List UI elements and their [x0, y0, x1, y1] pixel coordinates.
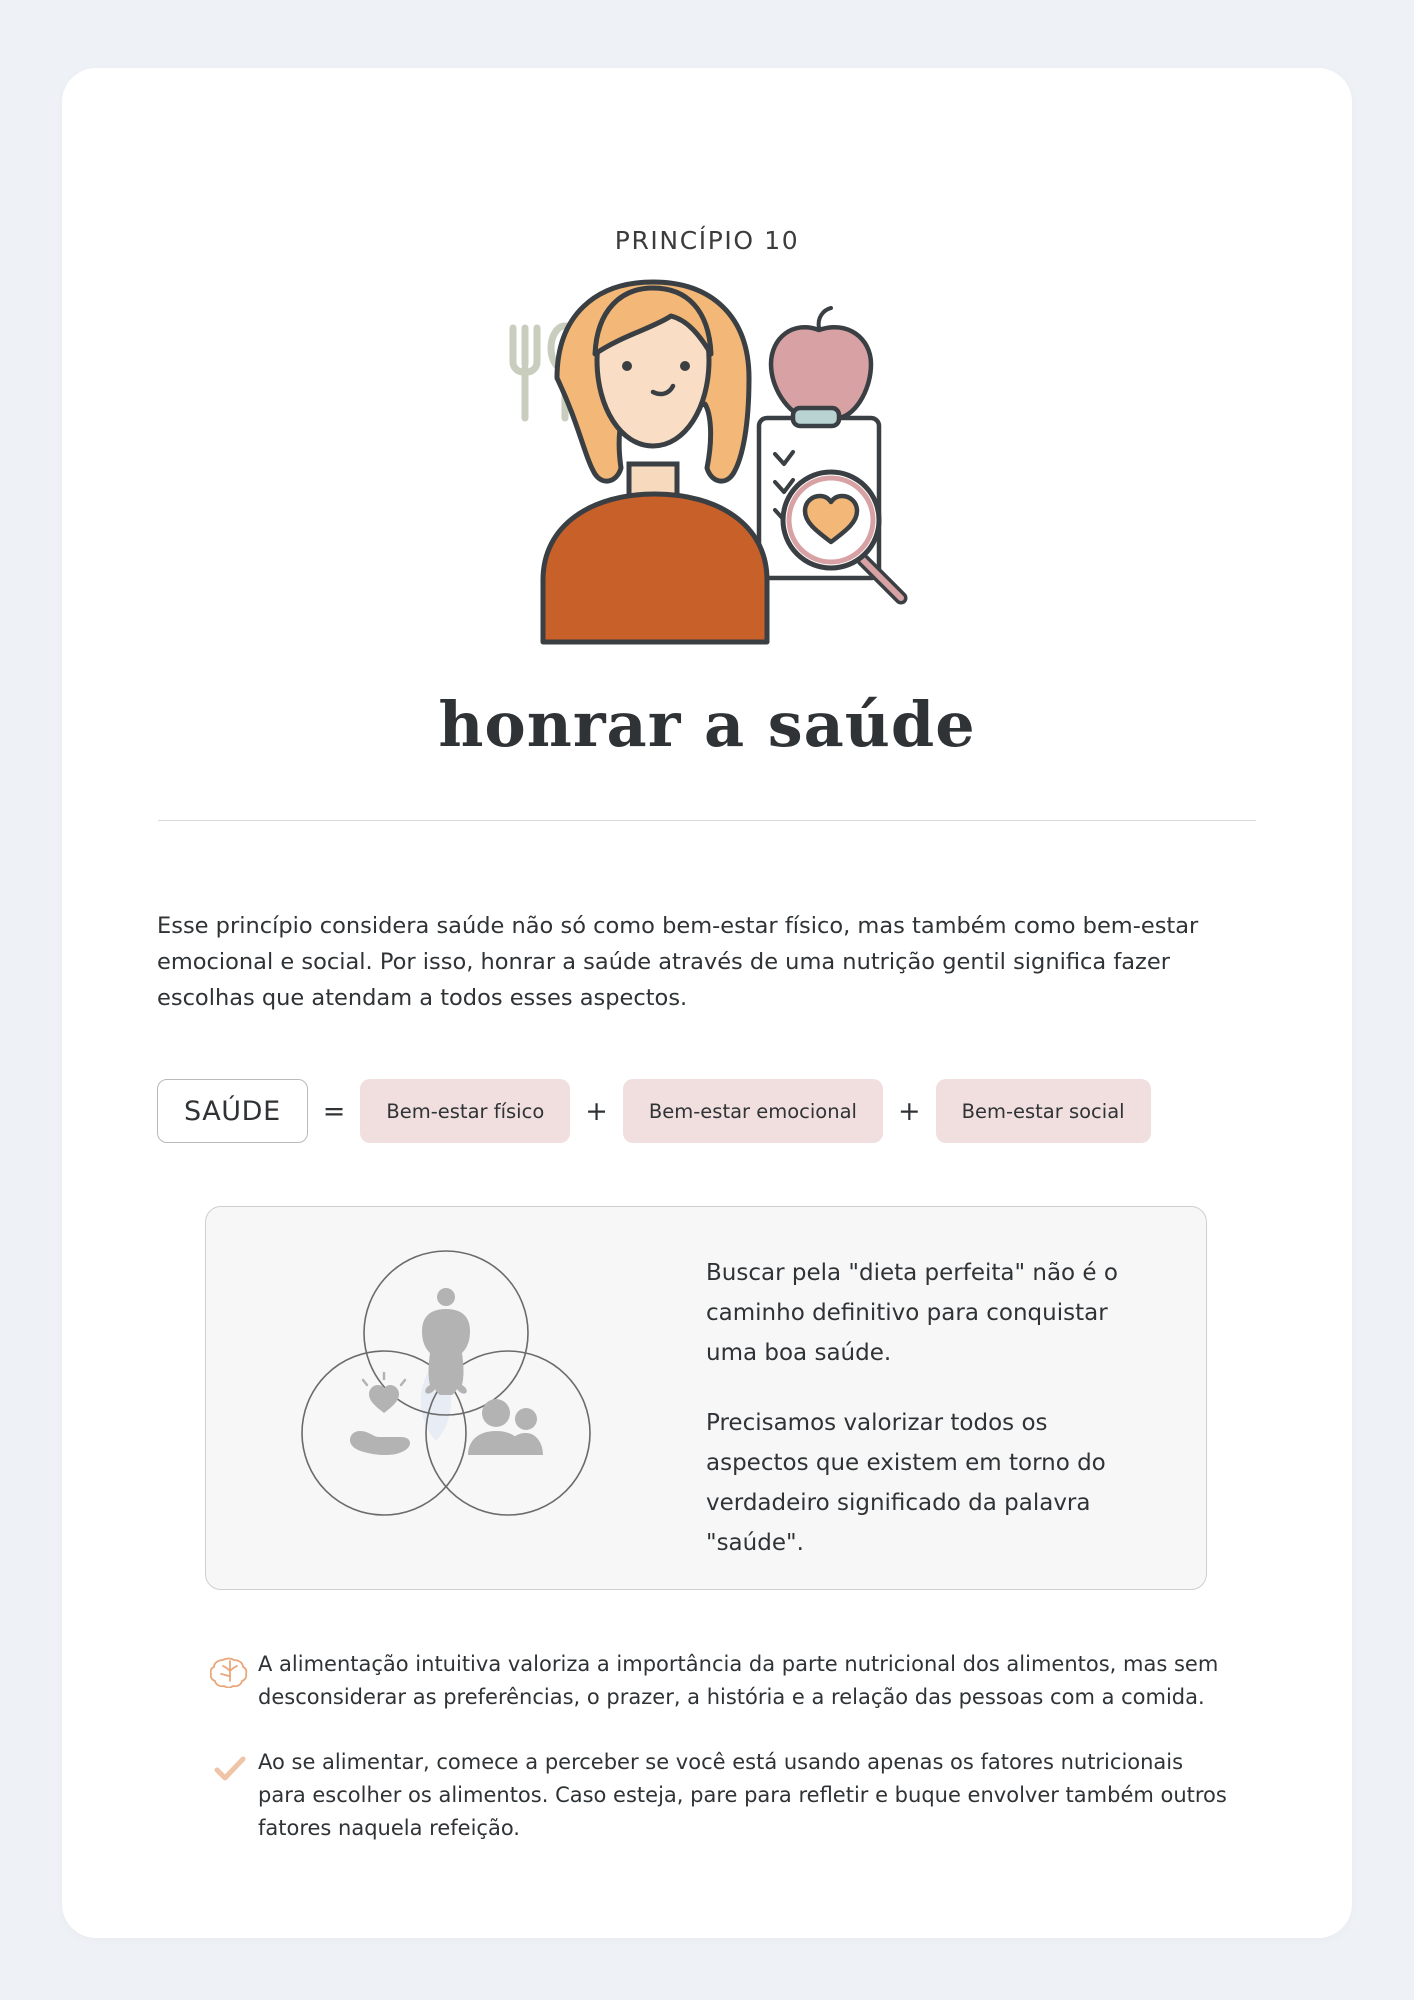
equation-plus-1: +: [585, 1095, 608, 1127]
divider: [158, 820, 1256, 821]
fork-icon: [513, 328, 537, 418]
callout-card: [205, 1206, 1207, 1590]
brain-icon: [202, 1648, 258, 1688]
check-icon: [202, 1746, 258, 1786]
intro-paragraph: Esse princípio considera saúde não só como bem-estar físico, mas também como bem-estar emocional e social. Por isso, honrar a saúde através de uma nutrição gentil significa fazer escolhas que atendam a todos esses aspectos.: [157, 913, 1199, 1011]
equation-equals: =: [322, 1095, 346, 1127]
equation-subject: SAÚDE: [157, 1079, 308, 1143]
page-title: honrar a saúde: [438, 688, 976, 761]
callout-text: [706, 1253, 1136, 1563]
note-text: Ao se alimentar, comece a perceber se você está usando apenas os fatores nutricionais para escolher os alimentos. Caso esteja, pare para refletir e buque envolver também outros fatores naquela refeição.: [258, 1750, 1227, 1840]
note-item: [202, 1746, 1232, 1845]
notes-list: [202, 1648, 1232, 1877]
page-kicker: PRINCÍPIO 10: [614, 226, 800, 255]
content-card: [62, 68, 1352, 1938]
equation-plus-2: +: [897, 1095, 921, 1127]
equation-term-emotional: Bem-estar emocional: [623, 1079, 883, 1143]
equation-term-physical: Bem-estar físico: [360, 1079, 570, 1143]
note-item: [202, 1648, 1232, 1714]
body-icon: [422, 1288, 470, 1395]
venn-diagram: [286, 1241, 606, 1555]
heart-in-hand-icon: [350, 1373, 410, 1455]
hero-illustration: [62, 268, 1352, 688]
callout-paragraph-2: Precisamos valorizar todos os aspectos que existem em torno do verdadeiro significado da palavra "saúde".: [706, 1410, 1106, 1556]
apple-icon: [771, 308, 871, 418]
equation-term-social: Bem-estar social: [936, 1079, 1151, 1143]
note-text: A alimentação intuitiva valoriza a importância da parte nutricional dos alimentos, mas sem desconsiderar as preferências, o prazer, a história e a relação das pessoas com a comida.: [258, 1652, 1219, 1709]
health-equation: [157, 1068, 1267, 1154]
woman-illustration: [543, 282, 767, 642]
callout-paragraph-1: Buscar pela "dieta perfeita" não é o caminho definitivo para conquistar uma boa saúde.: [706, 1260, 1118, 1366]
